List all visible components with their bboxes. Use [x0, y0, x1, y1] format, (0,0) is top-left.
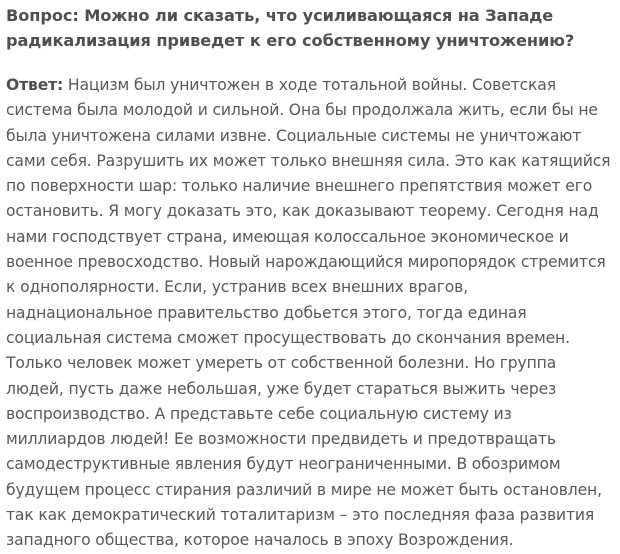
answer-line: остановить. Я могу доказать это, как доказывают теорему. Сегодня над: [6, 202, 599, 221]
qa-block: [6, 0, 612, 554]
answer-line: наднациональное правительство добьется этого, тогда единая: [6, 303, 527, 322]
answer-text: [6, 73, 612, 554]
question-line: Вопрос: Можно ли сказать, что усиливающаяся на Западе: [6, 6, 554, 25]
answer-line: воспроизводство. А представьте себе социальную систему из: [6, 404, 512, 423]
answer-line: западного общества, которое началось в эпоху Возрождения.: [6, 531, 514, 550]
answer-line: будущем процесс стирания различий в мире не может быть остановлен,: [6, 480, 602, 499]
answer-line: людей, пусть даже небольшая, уже будет стараться выжить через: [6, 379, 557, 398]
answer-label: Ответ:: [6, 76, 64, 94]
answer-first-line: Нацизм был уничтожен в ходе тотальной войны. Советская: [63, 76, 556, 94]
answer-line: [6, 73, 612, 98]
answer-line: к однополярности. Если, устранив всех внешних врагов,: [6, 278, 468, 297]
answer-line: военное превосходство. Новый нарождающийся миропорядок стремится: [6, 253, 606, 272]
answer-line: сами себя. Разрушить их может только внешняя сила. Это как катящийся: [6, 151, 611, 170]
answer-line: социальная система сможет просуществовать до скончания времен.: [6, 328, 570, 347]
answer-line: миллиардов людей! Ее возможности предвидеть и предотвращать: [6, 430, 556, 449]
answer-line: по поверхности шар: только наличие внешнего препятствия может его: [6, 177, 593, 196]
answer-line: была уничтожена силами извне. Социальные системы не уничтожают: [6, 126, 582, 145]
answer-line: нами господствует страна, имеющая колоссальное экономическое и: [6, 227, 569, 246]
answer-line: Только человек может умереть от собственной болезни. Но группа: [6, 354, 557, 373]
answer-line: самодеструктивные явления будут неограниченными. В обозримом: [6, 455, 561, 474]
question-line: радикализация приведет к его собственному уничтожению?: [6, 31, 575, 50]
question-text: [6, 0, 612, 53]
answer-line: система была молодой и сильной. Она бы продолжала жить, если бы не: [6, 101, 598, 120]
answer-line: так как демократический тоталитаризм – это последняя фаза развития: [6, 506, 595, 525]
